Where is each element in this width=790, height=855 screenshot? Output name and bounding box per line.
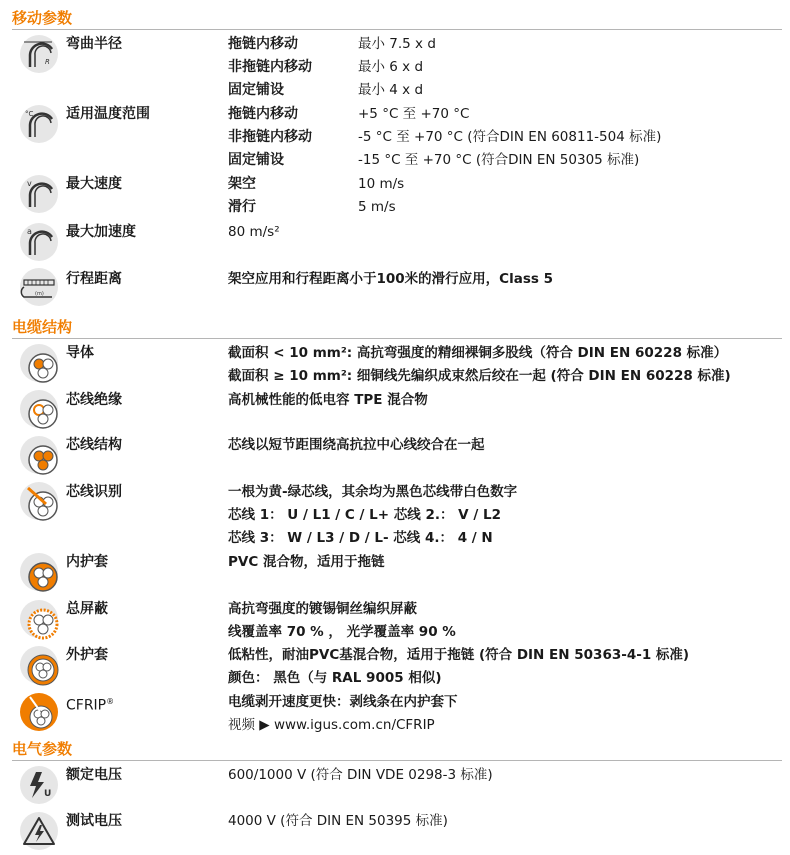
inner-jacket-icon <box>18 551 60 593</box>
acceleration-icon <box>18 221 60 263</box>
section-divider <box>12 29 782 30</box>
value: 最小 4 x d <box>358 82 424 98</box>
sub-label: 非拖链内移动 <box>228 129 312 145</box>
value: 电缆剥开速度更快：剥线条在内护套下 <box>228 694 458 710</box>
value: 80 m/s² <box>228 224 280 240</box>
travel-distance-icon <box>18 266 60 308</box>
value: PVC 混合物，适用于拖链 <box>228 554 385 570</box>
insulation-icon <box>18 388 60 430</box>
value: 截面积 < 10 mm²: 高抗弯强度的精细裸铜多股线（符合 DIN EN 60228 标准） <box>228 345 728 361</box>
registered-mark: ® <box>106 697 115 706</box>
value: 颜色： 黑色（与 RAL 9005 相似) <box>228 670 442 686</box>
prop-label-insulation: 芯线绝缘 <box>66 392 122 408</box>
prop-label-temperature: 适用温度范围 <box>66 106 150 122</box>
prop-label-test-voltage: 测试电压 <box>66 813 122 829</box>
sub-label: 架空 <box>228 176 256 192</box>
value: 高机械性能的低电容 TPE 混合物 <box>228 392 428 408</box>
cfrip-icon <box>18 691 60 733</box>
rated-voltage-icon <box>18 764 60 806</box>
section-title-cable: 电缆结构 <box>12 318 73 336</box>
test-voltage-icon <box>18 810 60 852</box>
shield-icon <box>18 598 60 640</box>
temperature-icon <box>18 103 60 145</box>
section-divider <box>12 338 782 339</box>
value: 芯线 3： W / L3 / D / L- 芯线 4.： 4 / N <box>228 530 493 546</box>
prop-label-conductor: 导体 <box>66 345 94 361</box>
section-divider <box>12 760 782 761</box>
value: 低粘性，耐油PVC基混合物，适用于拖链 (符合 DIN EN 50363-4-1 标准) <box>228 647 690 663</box>
sub-label: 固定铺设 <box>228 82 284 98</box>
value: 5 m/s <box>358 199 396 215</box>
svg-text:R: R <box>45 58 50 66</box>
value: 线覆盖率 70 % ， 光学覆盖率 90 % <box>228 624 456 640</box>
section-title-electrical: 电气参数 <box>12 740 73 758</box>
sub-label: 滑行 <box>228 199 256 215</box>
value: 芯线以短节距围绕高抗拉中心线绞合在一起 <box>228 437 485 453</box>
svg-text:U: U <box>44 789 52 799</box>
sub-label: 固定铺设 <box>228 152 284 168</box>
svg-text:°C: °C <box>25 110 34 118</box>
core-identification-icon <box>18 480 60 522</box>
value: 架空应用和行程距离小于100米的滑行应用，Class 5 <box>228 271 553 287</box>
svg-text:a: a <box>27 227 32 236</box>
value: 截面积 ≥ 10 mm²: 细铜线先编织成束然后绞在一起 (符合 DIN EN 60228 标准) <box>228 368 731 384</box>
prop-label-cfrip <box>66 693 114 715</box>
bend-radius-icon <box>18 33 60 75</box>
prop-label-rated-voltage: 额定电压 <box>66 767 122 783</box>
svg-text:v: v <box>27 179 32 188</box>
prop-label-travel: 行程距离 <box>66 271 122 287</box>
prop-label-inner-jacket: 内护套 <box>66 554 108 570</box>
value: 最小 6 x d <box>358 59 424 75</box>
section-title-motion: 移动参数 <box>12 9 73 27</box>
prop-label-identification: 芯线识别 <box>66 484 122 500</box>
value: -15 °C 至 +70 °C (符合DIN EN 50305 标准) <box>358 152 640 168</box>
prop-label-max-accel: 最大加速度 <box>66 224 136 240</box>
sub-label: 拖链内移动 <box>228 36 298 52</box>
svg-text:(m): (m) <box>35 291 44 297</box>
sub-label: 非拖链内移动 <box>228 59 312 75</box>
speed-icon <box>18 173 60 215</box>
prop-label-max-speed: 最大速度 <box>66 176 122 192</box>
value: 10 m/s <box>358 176 405 192</box>
value: +5 °C 至 +70 °C <box>358 106 470 122</box>
value: 高抗弯强度的镀锡铜丝编织屏蔽 <box>228 601 417 617</box>
prop-label-shield: 总屏蔽 <box>66 601 108 617</box>
value: -5 °C 至 +70 °C (符合DIN EN 60811-504 标准) <box>358 129 662 145</box>
prop-label-structure: 芯线结构 <box>66 437 122 453</box>
value: 4000 V (符合 DIN EN 50395 标准) <box>228 813 448 829</box>
sub-label: 拖链内移动 <box>228 106 298 122</box>
prop-label-outer-jacket: 外护套 <box>66 647 108 663</box>
outer-jacket-icon <box>18 644 60 686</box>
value: 芯线 1： U / L1 / C / L+ 芯线 2.： V / L2 <box>228 507 501 523</box>
conductor-icon <box>18 342 60 384</box>
core-structure-icon <box>18 434 60 476</box>
cfrip-video-link[interactable]: 视频 ▶ www.igus.com.cn/CFRIP <box>228 717 435 733</box>
cfrip-label-text: CFRIP <box>66 697 107 714</box>
value: 一根为黄-绿芯线，其余均为黑色芯线带白色数字 <box>228 484 518 500</box>
value: 最小 7.5 x d <box>358 36 436 52</box>
value: 600/1000 V (符合 DIN VDE 0298-3 标准) <box>228 767 493 783</box>
prop-label-bend-radius: 弯曲半径 <box>66 36 122 52</box>
